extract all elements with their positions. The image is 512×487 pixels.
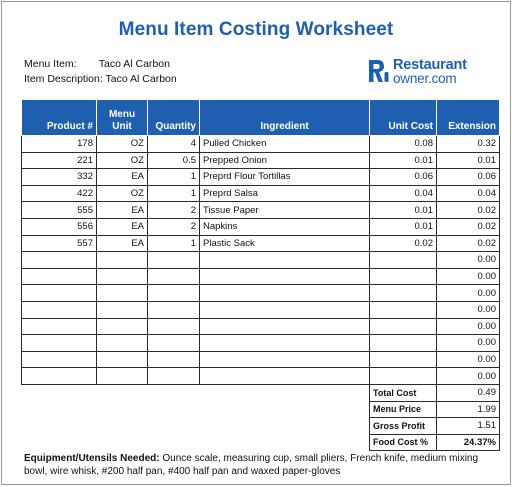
cell-quantity: 4 bbox=[148, 136, 200, 153]
cell-menu-unit bbox=[97, 368, 148, 385]
logo-text-restaurant: Restaurant bbox=[393, 57, 467, 73]
summary-value: 0.49 bbox=[437, 384, 500, 401]
cell-extension: 0.00 bbox=[437, 368, 500, 385]
table-row-empty bbox=[22, 252, 500, 269]
cell-quantity bbox=[148, 252, 200, 269]
cell-unit-cost: 0.02 bbox=[370, 235, 437, 252]
cell-menu-unit: EA bbox=[97, 202, 148, 219]
col-header-product: Product # bbox=[22, 100, 97, 136]
table-row bbox=[22, 235, 500, 252]
table-row-empty bbox=[22, 268, 500, 285]
item-description-line bbox=[24, 73, 177, 85]
cell-unit-cost: 0.04 bbox=[370, 185, 437, 202]
cell-extension: 0.06 bbox=[437, 169, 500, 186]
table-header-row bbox=[22, 100, 500, 136]
cell-quantity bbox=[148, 268, 200, 285]
cell-menu-unit bbox=[97, 268, 148, 285]
cell-quantity: 2 bbox=[148, 218, 200, 235]
cell-ingredient bbox=[200, 351, 370, 368]
cell-extension: 0.00 bbox=[437, 351, 500, 368]
cell-unit-cost: 0.01 bbox=[370, 218, 437, 235]
cell-product bbox=[22, 301, 97, 318]
logo-text-owner: owner.com bbox=[393, 71, 457, 86]
summary-row bbox=[22, 434, 500, 451]
cell-menu-unit: EA bbox=[97, 169, 148, 186]
cell-ingredient bbox=[200, 368, 370, 385]
cell-unit-cost: 0.06 bbox=[370, 169, 437, 186]
cell-ingredient: Napkins bbox=[200, 218, 370, 235]
cell-extension: 0.00 bbox=[437, 335, 500, 352]
col-header-menu-unit: Menu Unit bbox=[97, 100, 148, 136]
cell-menu-unit bbox=[97, 285, 148, 302]
cell-menu-unit: OZ bbox=[97, 152, 148, 169]
menu-item-line bbox=[24, 58, 170, 70]
cell-product bbox=[22, 368, 97, 385]
item-description-value: Taco Al Carbon bbox=[105, 73, 177, 85]
cell-ingredient bbox=[200, 285, 370, 302]
table-row bbox=[22, 152, 500, 169]
cell-product bbox=[22, 351, 97, 368]
cell-menu-unit bbox=[97, 351, 148, 368]
cell-unit-cost bbox=[370, 368, 437, 385]
cell-ingredient: Plastic Sack bbox=[200, 235, 370, 252]
cell-extension: 0.00 bbox=[437, 318, 500, 335]
cell-unit-cost bbox=[370, 351, 437, 368]
summary-label: Gross Profit bbox=[370, 418, 437, 435]
cell-quantity bbox=[148, 318, 200, 335]
cell-ingredient: Pulled Chicken bbox=[200, 136, 370, 153]
item-description-label: Item Description: bbox=[24, 73, 103, 85]
cell-product bbox=[22, 335, 97, 352]
cell-product bbox=[22, 268, 97, 285]
menu-item-label: Menu Item: bbox=[24, 58, 77, 70]
summary-spacer bbox=[22, 418, 370, 435]
cell-product bbox=[22, 252, 97, 269]
equipment-note bbox=[24, 452, 494, 478]
restaurantowner-logo bbox=[367, 57, 487, 87]
cell-quantity: 1 bbox=[148, 185, 200, 202]
summary-row bbox=[22, 401, 500, 418]
cell-menu-unit: EA bbox=[97, 235, 148, 252]
table-row-empty bbox=[22, 301, 500, 318]
cell-unit-cost bbox=[370, 318, 437, 335]
cell-unit-cost bbox=[370, 268, 437, 285]
table-row bbox=[22, 218, 500, 235]
cell-menu-unit bbox=[97, 252, 148, 269]
cell-quantity bbox=[148, 368, 200, 385]
cell-extension: 0.00 bbox=[437, 252, 500, 269]
col-header-quantity: Quantity bbox=[148, 100, 200, 136]
ro-logo-icon bbox=[367, 58, 389, 84]
cell-quantity bbox=[148, 301, 200, 318]
cell-menu-unit bbox=[97, 318, 148, 335]
cell-extension: 0.00 bbox=[437, 268, 500, 285]
summary-label: Menu Price bbox=[370, 401, 437, 418]
col-header-extension: Extension bbox=[437, 100, 500, 136]
cell-unit-cost bbox=[370, 301, 437, 318]
table-row bbox=[22, 169, 500, 186]
cell-ingredient: Tissue Paper bbox=[200, 202, 370, 219]
table-row bbox=[22, 185, 500, 202]
cell-quantity: 1 bbox=[148, 169, 200, 186]
cell-extension: 0.02 bbox=[437, 235, 500, 252]
col-header-unit-cost: Unit Cost bbox=[370, 100, 437, 136]
cell-extension: 0.01 bbox=[437, 152, 500, 169]
cell-ingredient: Preprd Salsa bbox=[200, 185, 370, 202]
cell-quantity: 1 bbox=[148, 235, 200, 252]
cell-product: 178 bbox=[22, 136, 97, 153]
summary-row bbox=[22, 384, 500, 401]
cell-unit-cost bbox=[370, 335, 437, 352]
cell-product: 557 bbox=[22, 235, 97, 252]
table-row-empty bbox=[22, 368, 500, 385]
cell-ingredient bbox=[200, 301, 370, 318]
cell-extension: 0.00 bbox=[437, 285, 500, 302]
cell-extension: 0.32 bbox=[437, 136, 500, 153]
cell-ingredient bbox=[200, 318, 370, 335]
cell-menu-unit bbox=[97, 335, 148, 352]
cell-product bbox=[22, 285, 97, 302]
menu-item-value: Taco Al Carbon bbox=[98, 58, 170, 70]
cell-unit-cost bbox=[370, 252, 437, 269]
col-header-ingredient: Ingredient bbox=[200, 100, 370, 136]
cell-extension: 0.00 bbox=[437, 301, 500, 318]
summary-value: 24.37% bbox=[437, 434, 500, 451]
cell-menu-unit: EA bbox=[97, 218, 148, 235]
cell-unit-cost: 0.08 bbox=[370, 136, 437, 153]
cell-product: 332 bbox=[22, 169, 97, 186]
summary-row bbox=[22, 418, 500, 435]
cell-quantity bbox=[148, 335, 200, 352]
table-row-empty bbox=[22, 335, 500, 352]
summary-label: Food Cost % bbox=[370, 434, 437, 451]
cell-ingredient bbox=[200, 335, 370, 352]
summary-value: 1.51 bbox=[437, 418, 500, 435]
worksheet-page bbox=[1, 1, 511, 485]
cell-quantity: 2 bbox=[148, 202, 200, 219]
page-title: Menu Item Costing Worksheet bbox=[118, 19, 394, 40]
table-row bbox=[22, 136, 500, 153]
cell-extension: 0.02 bbox=[437, 202, 500, 219]
cell-product: 556 bbox=[22, 218, 97, 235]
table-row-empty bbox=[22, 318, 500, 335]
cell-ingredient bbox=[200, 252, 370, 269]
cell-menu-unit bbox=[97, 301, 148, 318]
cell-menu-unit: OZ bbox=[97, 185, 148, 202]
summary-label: Total Cost bbox=[370, 384, 437, 401]
cell-product bbox=[22, 318, 97, 335]
table-body bbox=[22, 136, 500, 451]
cell-ingredient: Prepped Onion bbox=[200, 152, 370, 169]
cell-unit-cost: 0.01 bbox=[370, 202, 437, 219]
cell-menu-unit: OZ bbox=[97, 136, 148, 153]
cell-ingredient: Preprd Flour Tortillas bbox=[200, 169, 370, 186]
table-row-empty bbox=[22, 351, 500, 368]
cell-quantity bbox=[148, 351, 200, 368]
costing-table bbox=[21, 99, 500, 451]
cell-product: 422 bbox=[22, 185, 97, 202]
table-row bbox=[22, 202, 500, 219]
summary-spacer bbox=[22, 401, 370, 418]
summary-value: 1.99 bbox=[437, 401, 500, 418]
cell-unit-cost: 0.01 bbox=[370, 152, 437, 169]
equipment-text: Ounce scale, measuring cup, small pliers, French knife, medium mixing bowl, wire whisk, #200 half pan, #400 half pan and waxed paper-gloves bbox=[24, 453, 479, 477]
cell-extension: 0.04 bbox=[437, 185, 500, 202]
table-row-empty bbox=[22, 285, 500, 302]
summary-spacer bbox=[22, 434, 370, 451]
cell-quantity: 0.5 bbox=[148, 152, 200, 169]
cell-extension: 0.02 bbox=[437, 218, 500, 235]
cell-product: 555 bbox=[22, 202, 97, 219]
cell-unit-cost bbox=[370, 285, 437, 302]
cell-ingredient bbox=[200, 268, 370, 285]
cell-product: 221 bbox=[22, 152, 97, 169]
cell-quantity bbox=[148, 285, 200, 302]
equipment-label: Equipment/Utensils Needed: bbox=[24, 453, 160, 464]
summary-spacer bbox=[22, 384, 370, 401]
